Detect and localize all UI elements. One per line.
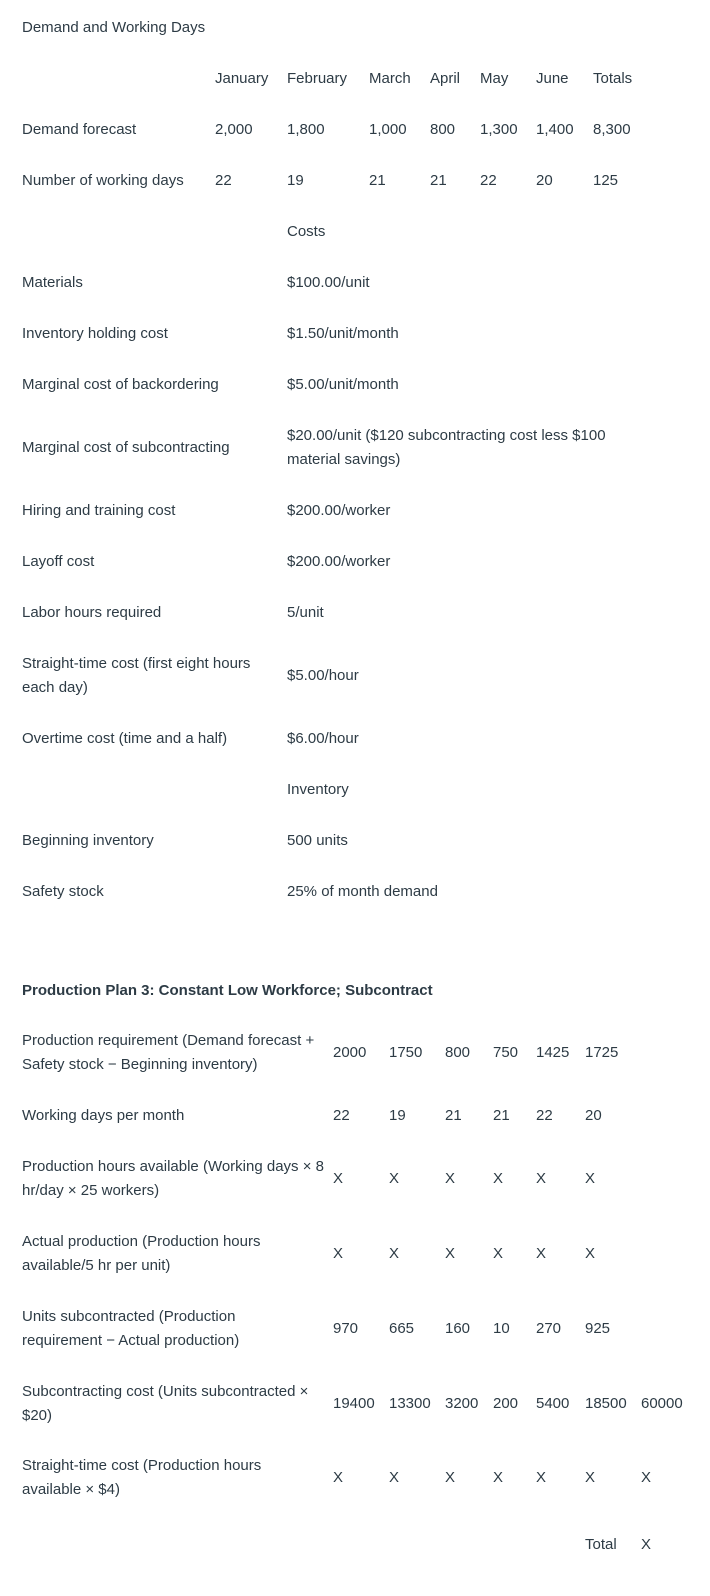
plan-cell: 22 bbox=[536, 1107, 553, 1124]
plan-cell: 21 bbox=[493, 1107, 510, 1124]
page-title: Demand and Working Days bbox=[22, 19, 206, 36]
plan-cell: 200 bbox=[493, 1395, 519, 1412]
month-header-may: May bbox=[480, 70, 509, 87]
plan-cell: X bbox=[585, 1170, 596, 1187]
plan-cell: X bbox=[493, 1170, 504, 1187]
demand-forecast-april: 800 bbox=[430, 121, 456, 138]
plan-cell: 1750 bbox=[389, 1044, 423, 1061]
demand-forecast-january: 2,000 bbox=[215, 121, 253, 138]
working-days-march: 21 bbox=[369, 172, 386, 189]
plan-row-label: Production hours available (Working days × 8 hr/day × 25 workers) bbox=[22, 1158, 324, 1199]
plan-cell: X bbox=[585, 1469, 596, 1486]
cost-value: $1.50/unit/month bbox=[287, 325, 399, 342]
plan-cell-total: X bbox=[641, 1469, 652, 1486]
plan-cell: 1725 bbox=[585, 1044, 619, 1061]
cost-value: $5.00/unit/month bbox=[287, 376, 399, 393]
plan-cell: 21 bbox=[445, 1107, 462, 1124]
plan-cell: X bbox=[389, 1469, 400, 1486]
inventory-label: Safety stock bbox=[22, 883, 104, 900]
plan-cell: X bbox=[585, 1245, 596, 1262]
working-days-total: 125 bbox=[593, 172, 619, 189]
plan-cell: 5400 bbox=[536, 1395, 570, 1412]
plan-row-label: Units subcontracted (Production requirement − Actual production) bbox=[22, 1308, 240, 1349]
demand-forecast-label: Demand forecast bbox=[22, 121, 137, 138]
plan-cell: X bbox=[333, 1469, 344, 1486]
plan-cell: 22 bbox=[333, 1107, 350, 1124]
plan-cell: X bbox=[333, 1170, 344, 1187]
plan-cell: X bbox=[389, 1170, 400, 1187]
plan-row-label: Actual production (Production hours available/5 hr per unit) bbox=[22, 1233, 261, 1274]
plan-row-label: Straight-time cost (Production hours available × $4) bbox=[22, 1457, 262, 1498]
cost-value: 5/unit bbox=[287, 604, 324, 621]
plan-cell: X bbox=[445, 1245, 456, 1262]
plan-cell: 1425 bbox=[536, 1044, 570, 1061]
plan-cell: 18500 bbox=[585, 1395, 627, 1412]
month-header-february: February bbox=[287, 70, 348, 87]
cost-value: $20.00/unit ($120 subcontracting cost less $100 material savings) bbox=[287, 427, 606, 468]
plan-row-label: Working days per month bbox=[22, 1107, 185, 1124]
cost-label: Labor hours required bbox=[22, 604, 162, 621]
plan-cell: 270 bbox=[536, 1320, 562, 1337]
plan-cell: X bbox=[389, 1245, 400, 1262]
cost-label: Marginal cost of backordering bbox=[22, 376, 219, 393]
plan-cell: 665 bbox=[389, 1320, 415, 1337]
grand-total-label: Total bbox=[585, 1536, 617, 1553]
inventory-value: 500 units bbox=[287, 832, 348, 849]
plan-cell-total: 60000 bbox=[641, 1395, 683, 1412]
plan-cell: 19400 bbox=[333, 1395, 375, 1412]
cost-label: Materials bbox=[22, 274, 83, 291]
plan-cell: X bbox=[445, 1170, 456, 1187]
demand-forecast-march: 1,000 bbox=[369, 121, 407, 138]
costs-heading: Costs bbox=[287, 223, 326, 240]
plan-cell: X bbox=[445, 1469, 456, 1486]
plan-cell: 2000 bbox=[333, 1044, 367, 1061]
plan-cell: X bbox=[333, 1245, 344, 1262]
plan-cell: 800 bbox=[445, 1044, 471, 1061]
plan-row-label: Production requirement (Demand forecast + Safety stock − Beginning inventory) bbox=[22, 1032, 315, 1073]
grand-total-value: X bbox=[641, 1536, 652, 1553]
month-header-june: June bbox=[536, 70, 569, 87]
working-days-june: 20 bbox=[536, 172, 553, 189]
plan-cell: 10 bbox=[493, 1320, 510, 1337]
plan-cell: X bbox=[536, 1469, 547, 1486]
plan-cell: X bbox=[536, 1170, 547, 1187]
cost-value: $5.00/hour bbox=[287, 667, 359, 684]
plan-cell: 19 bbox=[389, 1107, 406, 1124]
plan-title: Production Plan 3: Constant Low Workforce; Subcontract bbox=[22, 982, 433, 999]
cost-value: $200.00/worker bbox=[287, 502, 391, 519]
working-days-label: Number of working days bbox=[22, 172, 184, 189]
inventory-heading: Inventory bbox=[287, 781, 349, 798]
cost-label: Overtime cost (time and a half) bbox=[22, 730, 228, 747]
cost-value: $100.00/unit bbox=[287, 274, 370, 291]
demand-forecast-may: 1,300 bbox=[480, 121, 518, 138]
working-days-february: 19 bbox=[287, 172, 304, 189]
demand-forecast-february: 1,800 bbox=[287, 121, 325, 138]
plan-cell: 750 bbox=[493, 1044, 519, 1061]
totals-header: Totals bbox=[593, 70, 633, 87]
month-header-april: April bbox=[430, 70, 461, 87]
plan-cell: X bbox=[493, 1245, 504, 1262]
working-days-january: 22 bbox=[215, 172, 232, 189]
cost-label: Layoff cost bbox=[22, 553, 95, 570]
cost-value: $200.00/worker bbox=[287, 553, 391, 570]
plan-cell: X bbox=[536, 1245, 547, 1262]
plan-cell: 13300 bbox=[389, 1395, 431, 1412]
demand-forecast-total: 8,300 bbox=[593, 121, 631, 138]
inventory-label: Beginning inventory bbox=[22, 832, 154, 849]
plan-cell: 160 bbox=[445, 1320, 471, 1337]
cost-label: Straight-time cost (first eight hours each day) bbox=[22, 655, 251, 696]
month-header-january: January bbox=[215, 70, 269, 87]
plan-cell: 925 bbox=[585, 1320, 611, 1337]
cost-label: Hiring and training cost bbox=[22, 502, 176, 519]
inventory-value: 25% of month demand bbox=[287, 883, 438, 900]
demand-forecast-june: 1,400 bbox=[536, 121, 574, 138]
cost-label: Marginal cost of subcontracting bbox=[22, 439, 230, 456]
plan-cell: 970 bbox=[333, 1320, 359, 1337]
cost-value: $6.00/hour bbox=[287, 730, 359, 747]
cost-label: Inventory holding cost bbox=[22, 325, 168, 342]
plan-cell: 3200 bbox=[445, 1395, 479, 1412]
working-days-may: 22 bbox=[480, 172, 497, 189]
plan-row-label: Subcontracting cost (Units subcontracted × $20) bbox=[22, 1383, 309, 1424]
working-days-april: 21 bbox=[430, 172, 447, 189]
month-header-march: March bbox=[369, 70, 411, 87]
plan-cell: 20 bbox=[585, 1107, 602, 1124]
plan-cell: X bbox=[493, 1469, 504, 1486]
